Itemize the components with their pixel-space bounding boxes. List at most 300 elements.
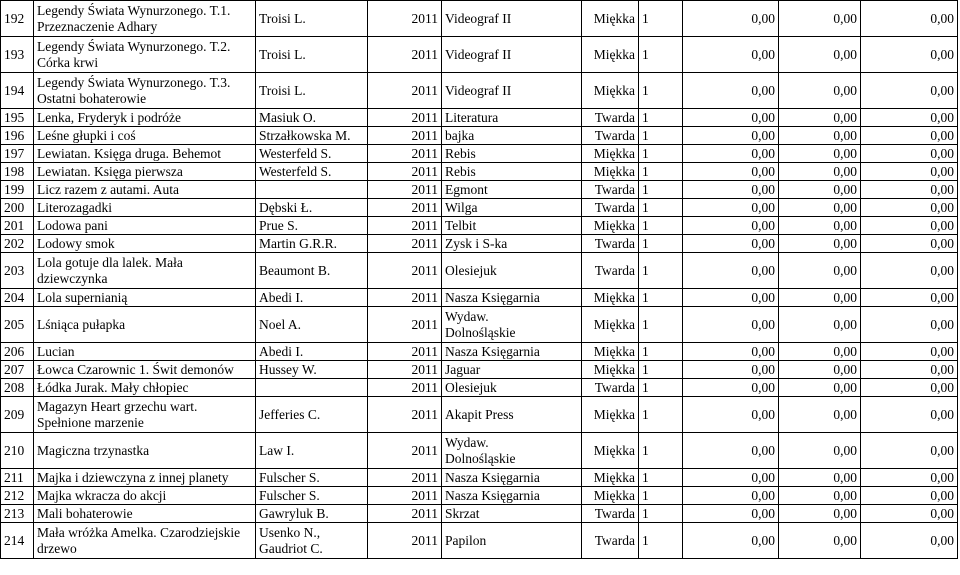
cover-type-cell: Miękka — [582, 289, 639, 307]
value-2-cell: 0,00 — [779, 379, 861, 397]
quantity-cell: 1 — [639, 109, 683, 127]
table-row — [1, 343, 958, 361]
row-number-cell: 195 — [1, 109, 34, 127]
book-title-line: Literozagadki — [37, 199, 112, 215]
book-title-line: Lenka, Fryderyk i podróże — [37, 109, 181, 125]
value-3-cell: 0,00 — [861, 145, 958, 163]
publication-year-cell: 2011 — [368, 289, 442, 307]
quantity-cell: 1 — [639, 145, 683, 163]
publication-year-cell: 2011 — [368, 73, 442, 109]
book-title-line: Legendy Świata Wynurzonego. T.2. — [37, 38, 231, 54]
quantity-cell: 1 — [639, 307, 683, 343]
value-3-cell: 0,00 — [861, 217, 958, 235]
book-author-cell — [256, 163, 368, 181]
publication-year-cell: 2011 — [368, 253, 442, 289]
publication-year-cell: 2011 — [368, 307, 442, 343]
value-2-cell: 0,00 — [779, 127, 861, 145]
value-2-cell: 0,00 — [779, 217, 861, 235]
publisher-cell — [442, 433, 582, 469]
book-author-line: Gawryluk B. — [259, 505, 329, 521]
publication-year-cell: 2011 — [368, 433, 442, 469]
value-1-cell: 0,00 — [683, 397, 779, 433]
table-row — [1, 163, 958, 181]
quantity-cell: 1 — [639, 289, 683, 307]
quantity-cell: 1 — [639, 163, 683, 181]
value-1-cell: 0,00 — [683, 127, 779, 145]
table-row — [1, 1, 958, 37]
publisher-cell — [442, 523, 582, 559]
publisher-cell — [442, 307, 582, 343]
publisher-line: Papilon — [445, 532, 487, 548]
value-1-cell: 0,00 — [683, 109, 779, 127]
book-author-cell — [256, 289, 368, 307]
book-title-line: Lola gotuje dla lalek. Mała — [37, 254, 183, 270]
row-number-cell: 197 — [1, 145, 34, 163]
cover-type-cell: Miękka — [582, 145, 639, 163]
book-title-line: drzewo — [37, 540, 77, 556]
value-3-cell: 0,00 — [861, 433, 958, 469]
publisher-line: Videograf II — [445, 82, 512, 98]
publisher-cell — [442, 235, 582, 253]
table-row — [1, 469, 958, 487]
table-row — [1, 235, 958, 253]
value-2-cell: 0,00 — [779, 505, 861, 523]
row-number-cell: 211 — [1, 469, 34, 487]
publisher-line: Rebis — [445, 163, 476, 179]
cover-type-cell: Twarda — [582, 235, 639, 253]
book-title-cell — [34, 307, 256, 343]
row-number-cell: 207 — [1, 361, 34, 379]
book-author-line: Masiuk O. — [259, 109, 316, 125]
publication-year-cell: 2011 — [368, 199, 442, 217]
book-title-line: Legendy Świata Wynurzonego. T.3. — [37, 74, 231, 90]
cover-type-cell: Miękka — [582, 487, 639, 505]
book-title-line: Lola supernianią — [37, 289, 128, 305]
publication-year-cell: 2011 — [368, 523, 442, 559]
publication-year-cell: 2011 — [368, 109, 442, 127]
book-author-line: Abedi I. — [259, 343, 304, 359]
value-3-cell: 0,00 — [861, 181, 958, 199]
publisher-line: bajka — [445, 127, 475, 143]
publisher-line: Videograf II — [445, 46, 512, 62]
publisher-line: Wilga — [445, 199, 478, 215]
book-author-line: Hussey W. — [259, 361, 317, 377]
table-row — [1, 523, 958, 559]
row-number-cell: 199 — [1, 181, 34, 199]
publisher-line: Telbit — [445, 217, 477, 233]
quantity-cell: 1 — [639, 469, 683, 487]
quantity-cell: 1 — [639, 1, 683, 37]
quantity-cell: 1 — [639, 361, 683, 379]
publisher-cell — [442, 73, 582, 109]
book-author-line: Noel A. — [259, 316, 301, 332]
value-2-cell: 0,00 — [779, 253, 861, 289]
value-2-cell: 0,00 — [779, 469, 861, 487]
value-2-cell: 0,00 — [779, 181, 861, 199]
cover-type-cell: Twarda — [582, 505, 639, 523]
book-title-line: dziewczynka — [37, 270, 108, 286]
cover-type-cell: Twarda — [582, 253, 639, 289]
book-title-cell — [34, 523, 256, 559]
table-body — [1, 1, 958, 559]
quantity-cell: 1 — [639, 523, 683, 559]
book-author-line: Beaumont B. — [259, 262, 331, 278]
row-number-cell: 213 — [1, 505, 34, 523]
publisher-line: Rebis — [445, 145, 476, 161]
table-row — [1, 145, 958, 163]
row-number-cell: 203 — [1, 253, 34, 289]
row-number-cell: 196 — [1, 127, 34, 145]
book-title-line: Legendy Świata Wynurzonego. T.1. — [37, 2, 231, 18]
publisher-cell — [442, 1, 582, 37]
book-title-line: Magiczna trzynastka — [37, 442, 150, 458]
value-3-cell: 0,00 — [861, 379, 958, 397]
book-title-line: Lewiatan. Księga druga. Behemot — [37, 145, 222, 161]
book-author-cell — [256, 145, 368, 163]
value-2-cell: 0,00 — [779, 199, 861, 217]
quantity-cell: 1 — [639, 397, 683, 433]
book-title-cell — [34, 181, 256, 199]
book-author-cell — [256, 181, 368, 199]
book-title-line: Przeznaczenie Adhary — [37, 18, 158, 34]
quantity-cell: 1 — [639, 253, 683, 289]
book-author-cell — [256, 109, 368, 127]
value-3-cell: 0,00 — [861, 1, 958, 37]
book-author-cell — [256, 73, 368, 109]
publication-year-cell: 2011 — [368, 1, 442, 37]
value-1-cell: 0,00 — [683, 469, 779, 487]
publication-year-cell: 2011 — [368, 37, 442, 73]
value-2-cell: 0,00 — [779, 433, 861, 469]
publisher-cell — [442, 469, 582, 487]
book-author-cell — [256, 469, 368, 487]
publisher-line: Jaguar — [445, 361, 481, 377]
publisher-line: Literatura — [445, 109, 499, 125]
cover-type-cell: Miękka — [582, 469, 639, 487]
value-1-cell: 0,00 — [683, 163, 779, 181]
value-3-cell: 0,00 — [861, 523, 958, 559]
publisher-cell — [442, 199, 582, 217]
book-title-line: Lewiatan. Księga pierwsza — [37, 163, 183, 179]
value-2-cell: 0,00 — [779, 361, 861, 379]
value-1-cell: 0,00 — [683, 361, 779, 379]
book-title-cell — [34, 217, 256, 235]
table-row — [1, 505, 958, 523]
value-3-cell: 0,00 — [861, 199, 958, 217]
publisher-cell — [442, 361, 582, 379]
book-title-line: Majka i dziewczyna z innej planety — [37, 469, 229, 485]
book-author-line: Usenko N., — [259, 524, 321, 540]
book-author-line: Westerfeld S. — [259, 163, 332, 179]
book-title-cell — [34, 361, 256, 379]
value-2-cell: 0,00 — [779, 37, 861, 73]
cover-type-cell: Twarda — [582, 127, 639, 145]
row-number-cell: 214 — [1, 523, 34, 559]
book-author-cell — [256, 523, 368, 559]
row-number-cell: 205 — [1, 307, 34, 343]
row-number-cell: 201 — [1, 217, 34, 235]
publisher-line: Akapit Press — [445, 406, 514, 422]
book-author-line: Abedi I. — [259, 289, 304, 305]
book-title-cell — [34, 343, 256, 361]
publisher-cell — [442, 217, 582, 235]
publisher-line: Nasza Księgarnia — [445, 469, 540, 485]
cover-type-cell: Miękka — [582, 343, 639, 361]
cover-type-cell: Miękka — [582, 163, 639, 181]
publication-year-cell: 2011 — [368, 379, 442, 397]
value-2-cell: 0,00 — [779, 163, 861, 181]
publisher-line: Olesiejuk — [445, 262, 497, 278]
book-title-cell — [34, 253, 256, 289]
book-author-cell — [256, 397, 368, 433]
table-row — [1, 433, 958, 469]
cover-type-cell: Miękka — [582, 307, 639, 343]
value-3-cell: 0,00 — [861, 289, 958, 307]
row-number-cell: 194 — [1, 73, 34, 109]
publication-year-cell: 2011 — [368, 487, 442, 505]
book-author-line: Troisi L. — [259, 10, 306, 26]
table-row — [1, 361, 958, 379]
value-2-cell: 0,00 — [779, 289, 861, 307]
quantity-cell: 1 — [639, 73, 683, 109]
row-number-cell: 209 — [1, 397, 34, 433]
value-1-cell: 0,00 — [683, 145, 779, 163]
publication-year-cell: 2011 — [368, 127, 442, 145]
publisher-cell — [442, 163, 582, 181]
table-row — [1, 109, 958, 127]
book-author-line: Jefferies C. — [259, 406, 321, 422]
quantity-cell: 1 — [639, 217, 683, 235]
book-title-line: Leśne głupki i coś — [37, 127, 136, 143]
quantity-cell: 1 — [639, 343, 683, 361]
book-author-cell — [256, 343, 368, 361]
book-title-line: Lodowy smok — [37, 235, 115, 251]
value-1-cell: 0,00 — [683, 181, 779, 199]
row-number-cell: 208 — [1, 379, 34, 397]
value-2-cell: 0,00 — [779, 343, 861, 361]
book-title-cell — [34, 73, 256, 109]
book-title-cell — [34, 127, 256, 145]
book-title-cell — [34, 487, 256, 505]
row-number-cell: 204 — [1, 289, 34, 307]
table-row — [1, 217, 958, 235]
quantity-cell: 1 — [639, 37, 683, 73]
value-3-cell: 0,00 — [861, 487, 958, 505]
cover-type-cell: Miękka — [582, 217, 639, 235]
book-author-cell — [256, 487, 368, 505]
book-author-cell — [256, 1, 368, 37]
table-row — [1, 73, 958, 109]
value-2-cell: 0,00 — [779, 109, 861, 127]
book-title-line: Ostatni bohaterowie — [37, 90, 147, 106]
book-title-line: Majka wkracza do akcji — [37, 487, 167, 503]
book-author-cell — [256, 217, 368, 235]
publisher-line: Nasza Księgarnia — [445, 289, 540, 305]
value-3-cell: 0,00 — [861, 343, 958, 361]
value-3-cell: 0,00 — [861, 469, 958, 487]
book-author-cell — [256, 505, 368, 523]
publisher-cell — [442, 505, 582, 523]
book-title-cell — [34, 163, 256, 181]
book-author-cell — [256, 127, 368, 145]
value-3-cell: 0,00 — [861, 127, 958, 145]
row-number-cell: 212 — [1, 487, 34, 505]
cover-type-cell: Miękka — [582, 397, 639, 433]
value-1-cell: 0,00 — [683, 217, 779, 235]
publisher-cell — [442, 379, 582, 397]
publication-year-cell: 2011 — [368, 145, 442, 163]
row-number-cell: 210 — [1, 433, 34, 469]
value-2-cell: 0,00 — [779, 397, 861, 433]
value-1-cell: 0,00 — [683, 343, 779, 361]
book-author-line: Martin G.R.R. — [259, 235, 338, 251]
book-title-cell — [34, 289, 256, 307]
publication-year-cell: 2011 — [368, 163, 442, 181]
book-author-cell — [256, 361, 368, 379]
value-1-cell: 0,00 — [683, 379, 779, 397]
cover-type-cell: Twarda — [582, 379, 639, 397]
cover-type-cell: Twarda — [582, 181, 639, 199]
publisher-line: Nasza Księgarnia — [445, 487, 540, 503]
book-author-cell — [256, 199, 368, 217]
value-1-cell: 0,00 — [683, 433, 779, 469]
publisher-cell — [442, 127, 582, 145]
cover-type-cell: Twarda — [582, 199, 639, 217]
value-2-cell: 0,00 — [779, 523, 861, 559]
cover-type-cell: Twarda — [582, 523, 639, 559]
book-title-line: Licz razem z autami. Auta — [37, 181, 180, 197]
row-number-cell: 206 — [1, 343, 34, 361]
publication-year-cell: 2011 — [368, 469, 442, 487]
table-row — [1, 253, 958, 289]
book-title-line: Lodowa pani — [37, 217, 108, 233]
quantity-cell: 1 — [639, 505, 683, 523]
value-1-cell: 0,00 — [683, 1, 779, 37]
book-title-cell — [34, 37, 256, 73]
book-author-line: Troisi L. — [259, 46, 306, 62]
book-author-cell — [256, 235, 368, 253]
table-row — [1, 397, 958, 433]
table-row — [1, 379, 958, 397]
cover-type-cell: Twarda — [582, 109, 639, 127]
cover-type-cell: Miękka — [582, 37, 639, 73]
value-1-cell: 0,00 — [683, 253, 779, 289]
value-1-cell: 0,00 — [683, 199, 779, 217]
book-author-line: Fulscher S. — [259, 469, 320, 485]
book-title-line: Córka krwi — [37, 54, 99, 70]
publisher-cell — [442, 487, 582, 505]
table-row — [1, 37, 958, 73]
publisher-line: Olesiejuk — [445, 379, 497, 395]
book-title-cell — [34, 109, 256, 127]
publisher-line: Zysk i S-ka — [445, 235, 508, 251]
publisher-line: Dolnośląskie — [445, 450, 516, 466]
book-title-line: Łowca Czarownic 1. Świt demonów — [37, 361, 234, 377]
book-title-line: Magazyn Heart grzechu wart. — [37, 398, 198, 414]
publication-year-cell: 2011 — [368, 343, 442, 361]
book-author-cell — [256, 253, 368, 289]
publisher-line: Wydaw. — [445, 308, 489, 324]
book-title-cell — [34, 1, 256, 37]
book-author-line: Strzałkowska M. — [259, 127, 351, 143]
value-3-cell: 0,00 — [861, 37, 958, 73]
value-2-cell: 0,00 — [779, 73, 861, 109]
publisher-cell — [442, 37, 582, 73]
book-title-line: Lucian — [37, 343, 75, 359]
quantity-cell: 1 — [639, 181, 683, 199]
value-2-cell: 0,00 — [779, 235, 861, 253]
publisher-cell — [442, 253, 582, 289]
table-row — [1, 127, 958, 145]
value-1-cell: 0,00 — [683, 523, 779, 559]
value-3-cell: 0,00 — [861, 73, 958, 109]
book-title-cell — [34, 145, 256, 163]
cover-type-cell: Miękka — [582, 361, 639, 379]
publisher-cell — [442, 181, 582, 199]
book-author-line: Law I. — [259, 442, 295, 458]
quantity-cell: 1 — [639, 127, 683, 145]
value-1-cell: 0,00 — [683, 505, 779, 523]
row-number-cell: 200 — [1, 199, 34, 217]
value-2-cell: 0,00 — [779, 487, 861, 505]
value-3-cell: 0,00 — [861, 163, 958, 181]
table-row — [1, 199, 958, 217]
book-title-line: Spełnione marzenie — [37, 414, 144, 430]
cover-type-cell: Miękka — [582, 73, 639, 109]
value-1-cell: 0,00 — [683, 235, 779, 253]
value-3-cell: 0,00 — [861, 109, 958, 127]
value-1-cell: 0,00 — [683, 73, 779, 109]
value-3-cell: 0,00 — [861, 361, 958, 379]
publisher-cell — [442, 343, 582, 361]
book-author-line: Troisi L. — [259, 82, 306, 98]
publisher-line: Videograf II — [445, 10, 512, 26]
publisher-line: Dolnośląskie — [445, 324, 516, 340]
book-title-cell — [34, 397, 256, 433]
publication-year-cell: 2011 — [368, 181, 442, 199]
book-author-cell — [256, 433, 368, 469]
book-title-cell — [34, 379, 256, 397]
value-1-cell: 0,00 — [683, 37, 779, 73]
value-2-cell: 0,00 — [779, 307, 861, 343]
value-3-cell: 0,00 — [861, 235, 958, 253]
book-author-cell — [256, 37, 368, 73]
book-title-line: Mała wróżka Amelka. Czarodziejskie — [37, 524, 241, 540]
row-number-cell: 193 — [1, 37, 34, 73]
publication-year-cell: 2011 — [368, 235, 442, 253]
value-3-cell: 0,00 — [861, 505, 958, 523]
publication-year-cell: 2011 — [368, 397, 442, 433]
publisher-cell — [442, 397, 582, 433]
book-author-line: Dębski Ł. — [259, 199, 313, 215]
table-row — [1, 487, 958, 505]
publisher-cell — [442, 145, 582, 163]
publisher-cell — [442, 289, 582, 307]
quantity-cell: 1 — [639, 235, 683, 253]
book-author-line: Prue S. — [259, 217, 299, 233]
book-author-cell — [256, 379, 368, 397]
row-number-cell: 202 — [1, 235, 34, 253]
value-2-cell: 0,00 — [779, 145, 861, 163]
table-row — [1, 307, 958, 343]
book-title-cell — [34, 433, 256, 469]
book-author-line: Fulscher S. — [259, 487, 320, 503]
publisher-cell — [442, 109, 582, 127]
book-title-cell — [34, 235, 256, 253]
value-2-cell: 0,00 — [779, 1, 861, 37]
cover-type-cell: Miękka — [582, 1, 639, 37]
table-row — [1, 289, 958, 307]
